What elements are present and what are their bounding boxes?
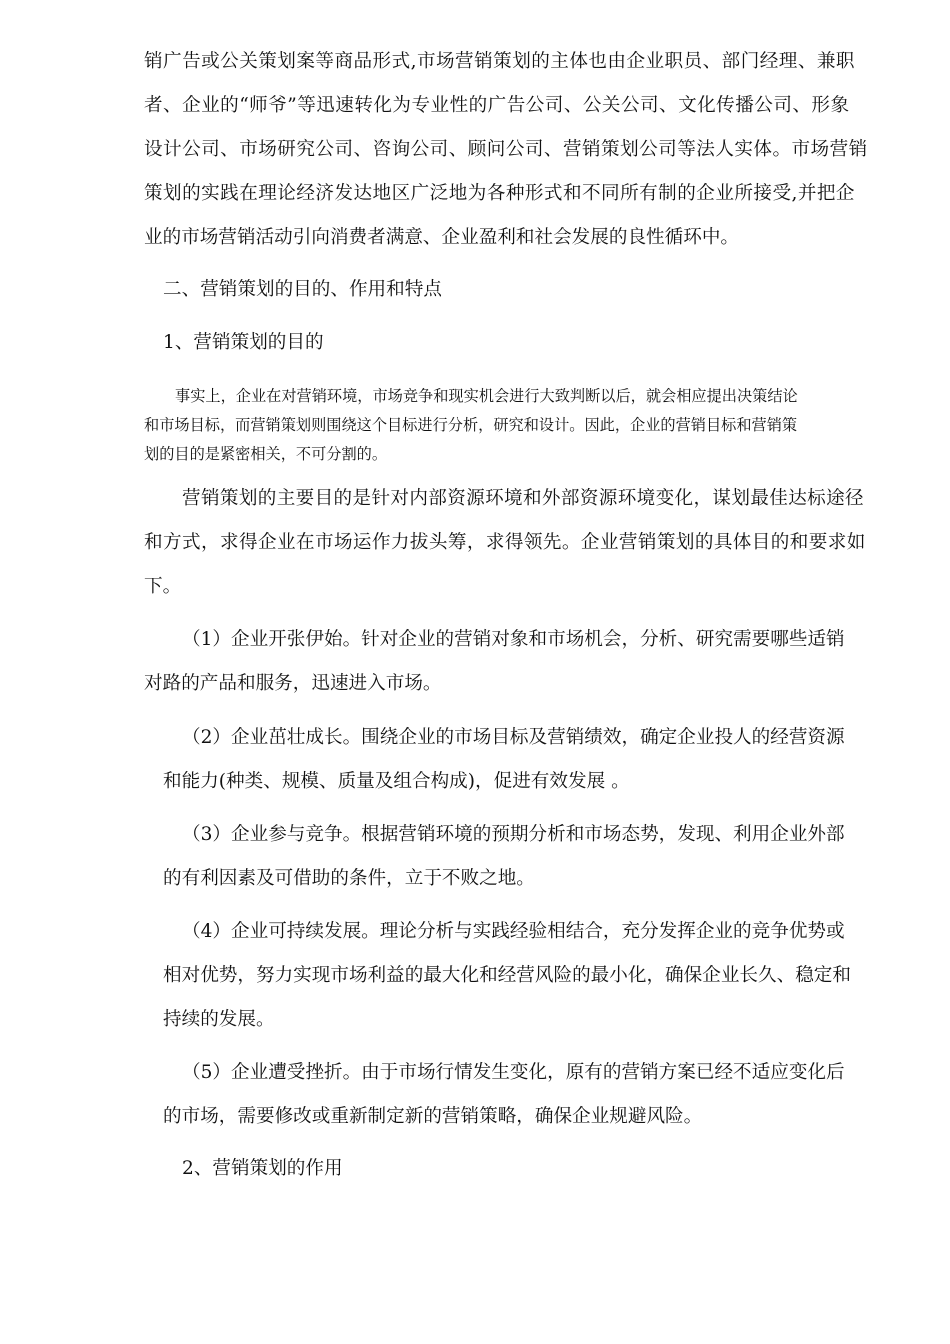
body-text-line: 销广告或公关策划案等商品形式,市场营销策划的主体也由企业职员、部门经理、兼职 (144, 51, 855, 72)
small-text-line: 划的目的是紧密相关，不可分割的。 (144, 445, 387, 463)
body-text-line: 者、企业的“师爷”等迅速转化为专业性的广告公司、公关公司、文化传播公司、形象 (144, 95, 850, 116)
small-text-line: 事实上，企业在对营销环境，市场竞争和现实机会进行大致判断以后，就会相应提出决策结论 (175, 387, 798, 405)
list-item-text: 的市场，需要修改或重新制定新的营销策略，确保企业规避风险。 (163, 1106, 703, 1127)
body-text-line: 下。 (144, 576, 182, 597)
list-item-text: （3）企业参与竞争。根据营销环境的预期分析和市场态势，发现、利用企业外部 (182, 824, 845, 845)
body-text-line: 和方式，求得企业在市场运作力拔头筹，求得领先。企业营销策划的具体目的和要求如 (144, 532, 866, 553)
small-text-line: 和市场目标，而营销策划则围绕这个目标进行分析，研究和设计。因此，企业的营销目标和营销策 (144, 416, 798, 434)
list-item-text: 和能力(种类、规模、质量及组合构成)，促进有效发展 。 (163, 771, 630, 792)
list-item-text: （5）企业遭受挫折。由于市场行情发生变化，原有的营销方案已经不适应变化后 (182, 1062, 845, 1083)
section-heading: 二、营销策划的目的、作用和特点 (163, 279, 442, 300)
subsection-heading: 2、营销策划的作用 (182, 1158, 343, 1179)
list-item-text: 相对优势，努力实现市场利益的最大化和经营风险的最小化，确保企业长久、稳定和 (163, 965, 851, 986)
list-item-text: 的有利因素及可借助的条件，立于不败之地。 (163, 868, 535, 889)
list-item-text: （4）企业可持续发展。理论分析与实践经验相结合，充分发挥企业的竞争优势或 (182, 921, 845, 942)
body-text-line: 业的市场营销活动引向消费者满意、企业盈利和社会发展的良性循环中。 (144, 227, 740, 248)
list-item-text: 对路的产品和服务，迅速进入市场。 (144, 673, 442, 694)
list-item-text: 持续的发展。 (163, 1009, 275, 1030)
subsection-heading: 1、营销策划的目的 (163, 332, 324, 353)
list-item-text: （2）企业茁壮成长。围绕企业的市场目标及营销绩效，确定企业投人的经营资源 (182, 727, 845, 748)
body-text-line: 营销策划的主要目的是针对内部资源环境和外部资源环境变化，谋划最佳达标途径 (182, 488, 864, 509)
body-text-line: 策划的实践在理论经济发达地区广泛地为各种形式和不同所有制的企业所接受,并把企 (144, 183, 855, 204)
list-item-text: （1）企业开张伊始。针对企业的营销对象和市场机会，分析、研究需要哪些适销 (182, 629, 845, 650)
body-text-line: 设计公司、市场研究公司、咨询公司、顾问公司、营销策划公司等法人实体。市场营销 (144, 139, 868, 160)
